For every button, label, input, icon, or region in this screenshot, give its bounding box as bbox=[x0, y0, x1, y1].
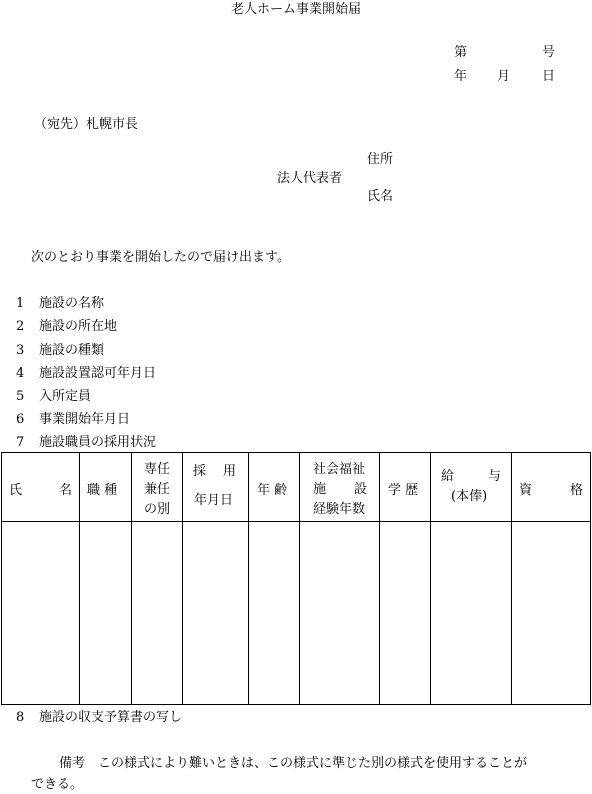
header-fulltime-1: 専任 bbox=[144, 462, 171, 477]
header-name-a: 氏 bbox=[9, 483, 23, 498]
item-number: 5 bbox=[16, 389, 25, 404]
applicant-name-label: 氏名 bbox=[367, 189, 394, 204]
date-month-label: 月 bbox=[497, 69, 511, 84]
item-number: 1 bbox=[16, 296, 25, 311]
number-suffix: 号 bbox=[542, 45, 556, 60]
header-fulltime-3: の別 bbox=[144, 502, 171, 517]
date-day-label: 日 bbox=[542, 69, 556, 84]
note-line-2: できる。 bbox=[31, 777, 84, 792]
header-qualification-b: 格 bbox=[570, 483, 584, 498]
header-salary-b: 与 bbox=[488, 469, 502, 484]
applicant-label: 法人代表者 bbox=[277, 171, 343, 186]
item-text: 施設の名称 bbox=[39, 296, 105, 311]
header-hire-a: 採 bbox=[193, 464, 207, 479]
list-item bbox=[16, 343, 105, 358]
item-text: 入所定員 bbox=[39, 389, 92, 404]
staff-table bbox=[1, 452, 591, 705]
list-item bbox=[16, 319, 118, 334]
number-prefix: 第 bbox=[454, 45, 468, 60]
form-title: 老人ホーム事業開始届 bbox=[230, 2, 361, 17]
addressee: （宛先）札幌市長 bbox=[34, 117, 139, 132]
list-item bbox=[16, 296, 105, 311]
header-education: 学 歴 bbox=[388, 483, 419, 498]
item-text: 施設の種類 bbox=[39, 343, 105, 358]
item-number: 6 bbox=[16, 412, 25, 427]
item-number: 4 bbox=[16, 366, 25, 381]
list-item bbox=[16, 710, 183, 725]
header-exp-2b: 設 bbox=[354, 482, 368, 497]
item-text: 事業開始年月日 bbox=[39, 412, 131, 427]
list-item bbox=[16, 366, 157, 381]
header-salary-a: 給 bbox=[441, 469, 455, 484]
list-item bbox=[16, 389, 92, 404]
list-item bbox=[16, 412, 131, 427]
item-number: 8 bbox=[16, 710, 25, 725]
header-hire-date: 年月日 bbox=[194, 493, 234, 508]
header-exp-3: 経験年数 bbox=[313, 502, 366, 517]
item-text: 施設設置認可年月日 bbox=[39, 366, 157, 381]
item-text: 施設の所在地 bbox=[39, 319, 118, 334]
date-year-label: 年 bbox=[454, 69, 468, 84]
header-salary-base: (本俸) bbox=[451, 489, 488, 504]
note-line-1: 備考 この様式により難いときは、この様式に準じた別の様式を使用することが bbox=[59, 756, 528, 771]
header-exp-2a: 施 bbox=[313, 482, 327, 497]
item-text: 施設の収支予算書の写し bbox=[39, 710, 183, 725]
item-number: 2 bbox=[16, 319, 25, 334]
applicant-address-label: 住所 bbox=[367, 152, 394, 167]
item-number: 3 bbox=[16, 343, 25, 358]
header-qualification-a: 資 bbox=[519, 483, 533, 498]
header-age: 年 齢 bbox=[257, 483, 288, 498]
item-text: 施設職員の採用状況 bbox=[39, 435, 157, 450]
header-exp-1: 社会福祉 bbox=[313, 462, 366, 477]
header-name-b: 名 bbox=[59, 483, 73, 498]
header-fulltime-2: 兼任 bbox=[144, 482, 171, 497]
header-job: 職 種 bbox=[87, 483, 118, 498]
item-number: 7 bbox=[16, 435, 25, 450]
header-hire-b: 用 bbox=[223, 464, 237, 479]
list-item bbox=[16, 435, 157, 450]
intro-text: 次のとおり事業を開始したので届け出ます。 bbox=[31, 250, 290, 265]
